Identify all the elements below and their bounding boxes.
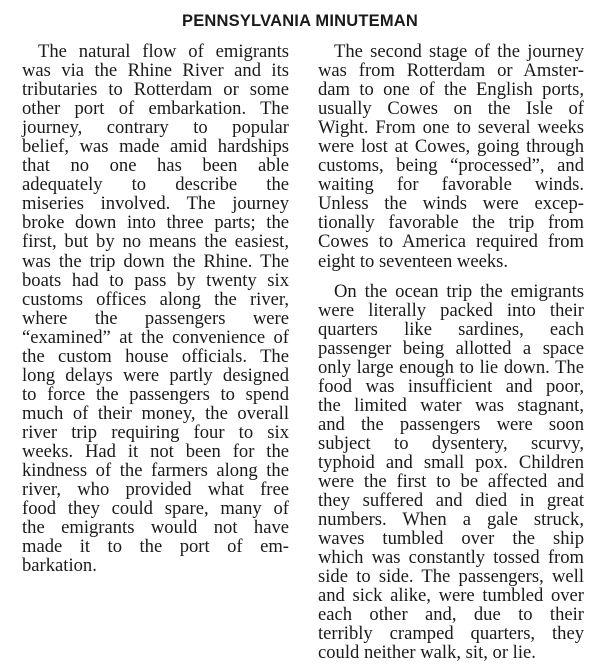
text-line: river trip requiring four to six <box>22 421 289 443</box>
page-title: PENNSYLVANIA MINUTEMAN <box>181 12 418 30</box>
text-line: they suffered and died in great <box>318 490 584 512</box>
text-line: were the first to be affected and <box>318 471 584 493</box>
text-line: customs, being “processed”, and <box>318 155 584 177</box>
paragraph <box>318 42 584 271</box>
text-line: long delays were partly designed <box>22 364 289 386</box>
text-line: belief, was made amid hardships <box>22 136 289 158</box>
text-line: dam to one of the English ports, <box>318 79 584 101</box>
text-line: boats had to pass by twenty six <box>22 269 289 291</box>
text-line: the emigrants would not have <box>22 517 289 539</box>
text-line: barkation. <box>22 555 97 577</box>
text-line: made it to the port of em- <box>22 536 289 558</box>
text-line: other port of embarkation. The <box>22 98 289 120</box>
right-column <box>318 42 584 663</box>
text-line: that no one has been able <box>22 155 289 177</box>
text-line: Cowes to America required from <box>318 231 584 253</box>
text-line: side to side. The passengers, well <box>318 566 584 588</box>
text-line: the limited water was stagnant, <box>318 394 584 416</box>
text-line: could neither walk, sit, or lie. <box>318 642 536 664</box>
text-line: were lost at Cowes, going through <box>318 136 584 158</box>
text-line: miseries involved. The journey <box>22 193 289 215</box>
text-line: Unless the winds were excep- <box>318 193 584 215</box>
text-line: subject to dysentery, scurvy, <box>318 432 584 454</box>
text-line: waves tumbled over the ship <box>318 528 584 550</box>
text-line: terribly cramped quarters, they <box>318 623 584 645</box>
text-line: customs offices along the river, <box>22 288 289 310</box>
paragraph-gap <box>318 271 584 282</box>
text-line: journey, contrary to popular <box>22 117 289 139</box>
text-line: broke down into three parts; the <box>22 212 289 234</box>
text-line: food was insufficient and poor, <box>318 375 584 397</box>
text-line: each other and, due to their <box>318 604 584 626</box>
text-line: was the trip down the Rhine. The <box>22 250 289 272</box>
text-line: tributaries to Rotterdam or some <box>22 79 289 101</box>
text-line: was from Rotterdam or Amster- <box>318 60 584 82</box>
text-line: On the ocean trip the emigrants <box>334 280 584 302</box>
text-line: to force the passengers to spend <box>22 383 289 405</box>
text-line: first, but by no means the easiest, <box>22 231 289 253</box>
text-line: numbers. When a gale struck, <box>318 509 584 531</box>
text-line: waiting for favorable winds. <box>318 174 584 196</box>
text-line: where the passengers were <box>22 307 289 329</box>
text-line: which was constantly tossed from <box>318 547 584 569</box>
text-line: and sick alike, were tumbled over <box>318 585 584 607</box>
text-line: food they could spare, many of <box>22 498 289 520</box>
text-line: was via the Rhine River and its <box>22 60 289 82</box>
text-line: Wight. From one to several weeks <box>318 117 584 139</box>
text-line: adequately to describe the <box>22 174 289 196</box>
text-line: The second stage of the journey <box>334 41 584 62</box>
text-line: and the passengers were soon <box>318 413 584 435</box>
text-line: kindness of the farmers along the <box>22 460 289 482</box>
text-line: river, who provided what free <box>22 479 289 501</box>
text-line: typhoid and small pox. Children <box>318 451 584 473</box>
paragraph <box>318 282 584 663</box>
text-line: weeks. Had it not been for the <box>22 440 289 462</box>
left-column <box>22 42 289 575</box>
text-line: The natural flow of emigrants <box>38 41 289 62</box>
paragraph <box>22 42 289 575</box>
text-line: the custom house officials. The <box>22 345 289 367</box>
text-line: only large enough to lie down. The <box>318 356 584 378</box>
text-line: eight to seventeen weeks. <box>318 250 509 272</box>
text-line: were literally packed into their <box>318 299 584 321</box>
text-line: much of their money, the overall <box>22 402 289 424</box>
text-line: usually Cowes on the Isle of <box>318 98 584 120</box>
text-line: tionally favorable the trip from <box>318 212 584 234</box>
text-line: “examined” at the convenience of <box>22 326 289 348</box>
text-line: passenger being allotted a space <box>318 337 584 359</box>
text-line: quarters like sardines, each <box>318 318 584 340</box>
